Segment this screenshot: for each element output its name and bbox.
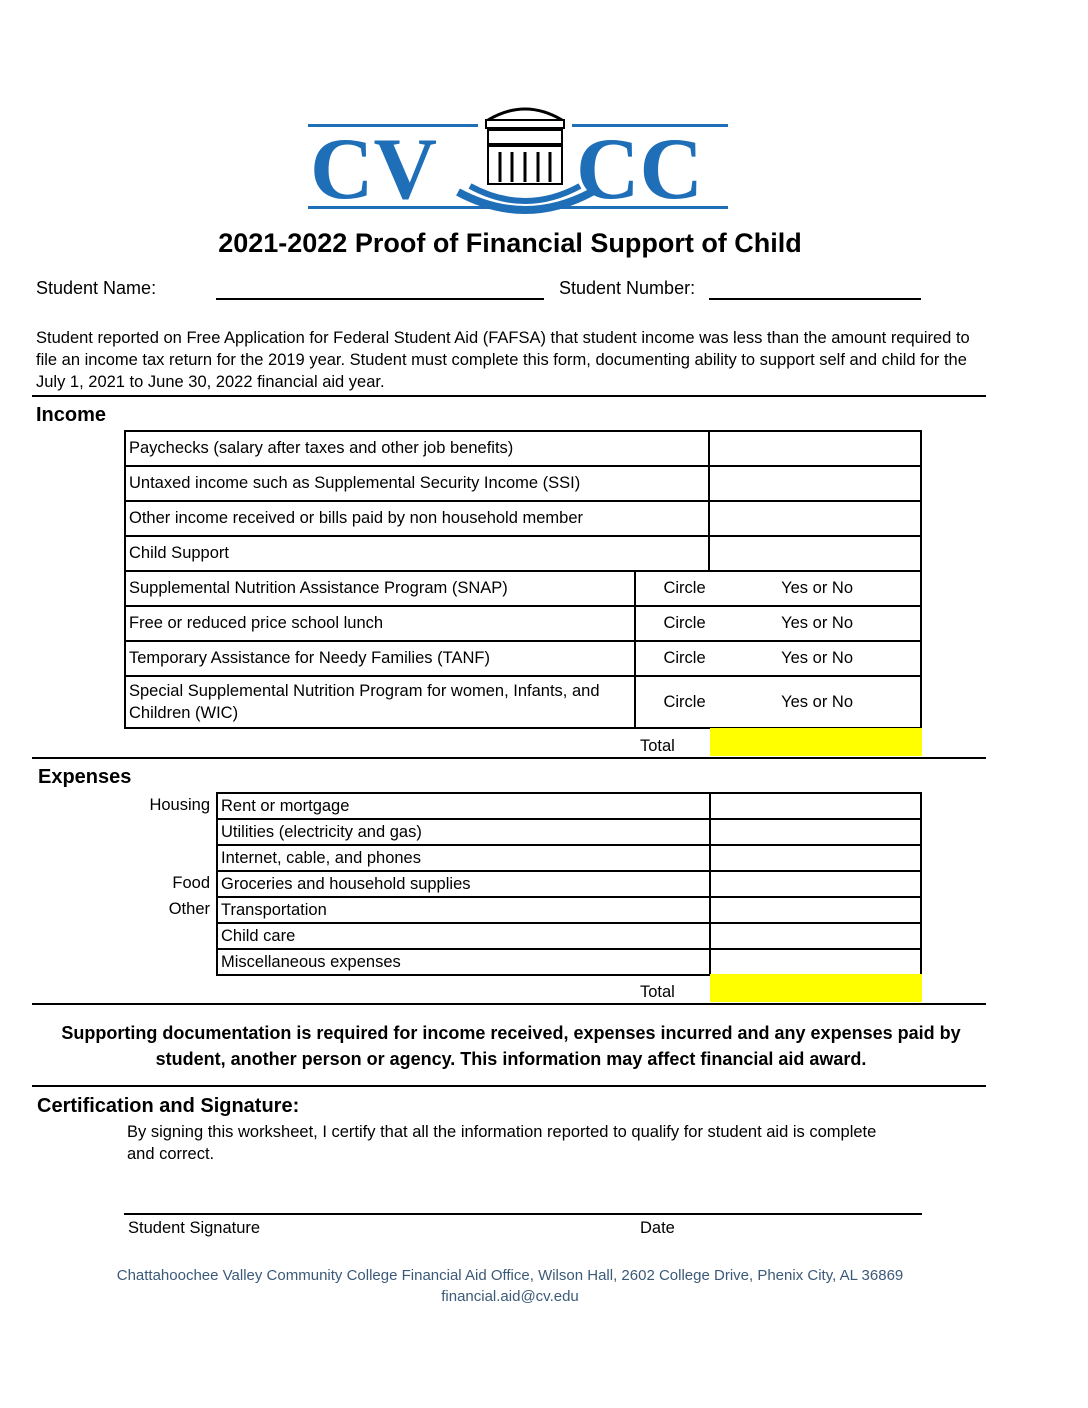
date-label: Date: [640, 1219, 675, 1237]
expense-amount-field[interactable]: [710, 793, 921, 819]
table-row: [217, 949, 921, 975]
table-row: [125, 606, 921, 641]
table-row: [217, 819, 921, 845]
circle-label: Circle: [663, 614, 706, 632]
income-row-label: Child Support: [125, 536, 709, 571]
income-table: [124, 430, 922, 729]
divider: [32, 1085, 986, 1087]
table-row: [125, 466, 921, 501]
income-row-label: Supplemental Nutrition Assistance Program (SNAP): [125, 571, 635, 606]
income-row-label: Untaxed income such as Supplemental Security Income (SSI): [125, 466, 709, 501]
circle-label: Circle: [663, 692, 706, 711]
table-row: [125, 536, 921, 571]
yes-no-choice[interactable]: [635, 571, 921, 606]
income-amount-field[interactable]: [709, 431, 921, 466]
expenses-total-field[interactable]: [710, 974, 922, 1002]
income-row-label: Paychecks (salary after taxes and other job benefits): [125, 431, 709, 466]
yes-no-label: Yes or No: [781, 692, 853, 711]
expense-amount-field[interactable]: [710, 949, 921, 975]
expenses-table: [216, 792, 922, 976]
expense-group-housing: Housing: [149, 796, 210, 814]
student-number-field[interactable]: [709, 298, 921, 300]
income-heading: Income: [36, 404, 107, 426]
student-number-label: Student Number:: [559, 278, 696, 298]
yes-no-choice[interactable]: [635, 606, 921, 641]
divider: [32, 757, 986, 759]
student-name-field[interactable]: [216, 298, 544, 300]
expense-group-other: Other: [168, 900, 210, 918]
table-row: [125, 571, 921, 606]
student-name-label: Student Name:: [36, 278, 157, 298]
income-row-label: Other income received or bills paid by non household member: [125, 501, 709, 536]
expense-amount-field[interactable]: [710, 871, 921, 897]
expense-row-label: Child care: [217, 923, 710, 949]
yes-no-label: Yes or No: [781, 614, 853, 632]
documentation-notice: Supporting documentation is required for income received, expenses incurred and any expenses paid by student, another person or agency. This information may affect financial aid award.: [61, 1023, 961, 1069]
table-row: [217, 897, 921, 923]
expense-row-label: Internet, cable, and phones: [217, 845, 710, 871]
table-row: [125, 501, 921, 536]
signature-label: Student Signature: [128, 1219, 261, 1237]
table-row: [125, 641, 921, 676]
table-row: [125, 676, 921, 728]
signature-line[interactable]: [124, 1213, 922, 1215]
expense-row-label: Transportation: [217, 897, 710, 923]
table-row: [125, 431, 921, 466]
footer-email: financial.aid@cv.edu: [441, 1288, 579, 1305]
expense-row-label: Miscellaneous expenses: [217, 949, 710, 975]
income-row-label: Free or reduced price school lunch: [125, 606, 635, 641]
certification-text: By signing this worksheet, I certify that all the information reported to qualify for student aid is complete and correct.: [127, 1123, 877, 1163]
expense-group-food: Food: [172, 874, 210, 892]
logo-letters-right: CC: [576, 121, 704, 218]
yes-no-label: Yes or No: [781, 579, 853, 597]
expense-amount-field[interactable]: [710, 845, 921, 871]
building-icon: [458, 104, 592, 210]
intro-text: Student reported on Free Application for Federal Student Aid (FAFSA) that student income was less than the amount required to file an income tax return for the 2019 year. Student must complete this form, documenting ability to support self and child for the July 1, 2021 to June 30, 2022 financial aid year.: [36, 329, 970, 391]
income-amount-field[interactable]: [709, 466, 921, 501]
expenses-total-label: Total: [640, 983, 675, 1001]
expense-row-label: Utilities (electricity and gas): [217, 819, 710, 845]
yes-no-label: Yes or No: [781, 649, 853, 667]
expense-amount-field[interactable]: [710, 897, 921, 923]
income-total-label: Total: [640, 737, 675, 755]
income-total-field[interactable]: [710, 728, 922, 756]
table-row: [217, 845, 921, 871]
certification-heading: Certification and Signature:: [37, 1095, 300, 1117]
table-row: [217, 793, 921, 819]
expense-amount-field[interactable]: [710, 819, 921, 845]
logo-letters-left: CV: [310, 121, 438, 218]
income-amount-field[interactable]: [709, 501, 921, 536]
divider: [32, 395, 986, 397]
expense-row-label: Groceries and household supplies: [217, 871, 710, 897]
table-row: [217, 923, 921, 949]
yes-no-choice[interactable]: [635, 676, 921, 728]
page-title: 2021-2022 Proof of Financial Support of Child: [218, 228, 802, 258]
expenses-heading: Expenses: [38, 766, 132, 788]
circle-label: Circle: [663, 579, 706, 597]
circle-label: Circle: [663, 649, 706, 667]
cvcc-logo: [308, 96, 728, 232]
yes-no-choice[interactable]: [635, 641, 921, 676]
expense-row-label: Rent or mortgage: [217, 793, 710, 819]
income-row-label: Temporary Assistance for Needy Families (TANF): [125, 641, 635, 676]
expense-amount-field[interactable]: [710, 923, 921, 949]
footer-address: Chattahoochee Valley Community College Financial Aid Office, Wilson Hall, 2602 College Drive, Phenix City, AL 36869: [116, 1267, 904, 1284]
income-amount-field[interactable]: [709, 536, 921, 571]
table-row: [217, 871, 921, 897]
income-row-label: Special Supplemental Nutrition Program for women, Infants, and Children (WIC): [125, 676, 635, 728]
divider: [32, 1003, 986, 1005]
